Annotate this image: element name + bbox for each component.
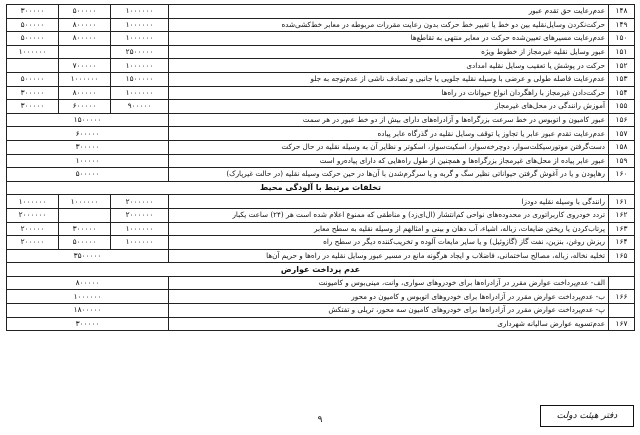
fine-amount-2 [59, 45, 111, 59]
fine-row [7, 100, 635, 114]
violation-description: الف- عدم‌پرداخت عوارض مقرر در آزادراه‌ها برای خودروهای سواری، وانت، مینی‌بوس و کامیونت [169, 276, 609, 290]
section-title: تخلفات مرتبط با آلودگی محیط [7, 181, 635, 195]
fine-row [7, 127, 635, 141]
fine-amount-3: ۳۰۰۰۰۰ [7, 100, 59, 114]
fine-amount: ۸۰۰۰۰۰ [7, 276, 169, 290]
fine-amount-3: ۵۰۰۰۰۰ [7, 72, 59, 86]
fine-amount-1: ۲۰۰۰۰۰۰ [111, 195, 169, 209]
row-number: ۱۶۳ [609, 222, 635, 236]
fine-amount: ۱۸۰۰۰۰۰ [7, 304, 169, 318]
row-number [609, 276, 635, 290]
fine-row [7, 236, 635, 250]
row-number: ۱۵۳ [609, 72, 635, 86]
fine-amount: ۳۰۰۰۰۰ [7, 317, 169, 331]
fine-row [7, 195, 635, 209]
fine-row [7, 32, 635, 46]
fine-amount-2: ۸۰۰۰۰۰ [59, 32, 111, 46]
fine-amount-2 [59, 208, 111, 222]
fine-amount-1: ۱۰۰۰۰۰۰ [111, 32, 169, 46]
fine-amount-1: ۲۵۰۰۰۰۰ [111, 45, 169, 59]
fine-row [7, 86, 635, 100]
violation-description: عبور وسایل نقلیه غیرمجاز از خطوط ویژه [169, 45, 609, 59]
fine-amount-3: ۲۰۰۰۰۰۰ [7, 208, 59, 222]
fine-amount-1: ۱۵۰۰۰۰۰ [111, 72, 169, 86]
fine-row [7, 5, 635, 19]
fine-row [7, 154, 635, 168]
row-number: ۱۵۲ [609, 59, 635, 73]
fine-amount-2: ۷۰۰۰۰۰ [59, 59, 111, 73]
fine-amount-3 [7, 59, 59, 73]
fine-amount: ۳۵۰۰۰۰۰ [7, 249, 169, 263]
fine-row [7, 208, 635, 222]
fine-amount-3: ۲۰۰۰۰۰ [7, 222, 59, 236]
section-header-row [7, 263, 635, 277]
violation-description: عبور کامیون و اتوبوس در خط سرعت بزرگراه‌ها و آزادراه‌های دارای بیش از دو خط عبور در هر سمت [169, 113, 609, 127]
fine-amount-3: ۳۰۰۰۰۰ [7, 5, 59, 19]
violation-description: حرکت‌نکردن وسایل‌نقلیه بین دو خط یا تغییر خط حرکت بدون رعایت مقررات مربوطه در معابر خط‌کشی‌شده [169, 18, 609, 32]
section-header-row [7, 181, 635, 195]
fine-amount: ۳۰۰۰۰۰ [7, 140, 169, 154]
violation-description: رهاپودن و یا در آغوش گرفتن حیواناتی نظیر سگ و گربه و یا سرگرم‌شدن با آن‌ها در حین حرکت وسیله نقلیه (در حالت غیرپارک) [169, 168, 609, 182]
row-number: ۱۶۰ [609, 168, 635, 182]
fine-row [7, 249, 635, 263]
fine-amount-2: ۸۰۰۰۰۰ [59, 86, 111, 100]
row-number [609, 304, 635, 318]
row-number: ۱۶۶ [609, 290, 635, 304]
row-number: ۱۵۵ [609, 100, 635, 114]
fine-amount-1: ۱۰۰۰۰۰۰ [111, 86, 169, 100]
violation-description: عدم‌رعایت فاصله طولی و عرضی با وسیله نقلیه جلویی یا جانبی و تصادف ناشی از عدم‌توجه به جلو [169, 72, 609, 86]
row-number: ۱۵۸ [609, 140, 635, 154]
fine-amount-1: ۱۰۰۰۰۰۰ [111, 222, 169, 236]
violation-description: ریزش روغن، بنزین، نفت گاز (گازوئیل) و یا سایر مایعات آلوده و تخریب‌کننده دیگر در سطح راه [169, 236, 609, 250]
row-number: ۱۵۰ [609, 32, 635, 46]
page-number: ۹ [317, 415, 323, 425]
row-number: ۱۶۷ [609, 317, 635, 331]
row-number: ۱۵۷ [609, 127, 635, 141]
fine-amount-3: ۵۰۰۰۰۰ [7, 18, 59, 32]
fine-row [7, 304, 635, 318]
fine-row [7, 168, 635, 182]
fine-amount-3: ۱۰۰۰۰۰۰ [7, 195, 59, 209]
violation-description: عبور عابر پیاده از محل‌های غیرمجاز بزرگراه‌ها و همچنین از طول راه‌هایی که دارای پیاده‌رو است [169, 154, 609, 168]
violation-description: ب- عدم‌پرداخت عوارض مقرر در آزادراه‌ها برای خودروهای اتوبوس و کامیون دو محور [169, 290, 609, 304]
violation-description: تردد خودروی کاربراتوری در محدوده‌های نواحی کم‌انتشار (ال‌ای‌زد) و مناطقی که ممنوع اعلام شده است هر (۲۴) ساعت یکبار [169, 208, 609, 222]
fine-amount-1: ۱۰۰۰۰۰۰ [111, 59, 169, 73]
fine-amount-2: ۳۰۰۰۰۰ [59, 222, 111, 236]
fine-row [7, 59, 635, 73]
fine-amount-2: ۱۰۰۰۰۰۰ [59, 72, 111, 86]
fine-amount: ۱۰۰۰۰۰ [7, 154, 169, 168]
fine-amount-1: ۱۰۰۰۰۰۰ [111, 18, 169, 32]
fine-row [7, 317, 635, 331]
fine-amount-2: ۵۰۰۰۰۰ [59, 236, 111, 250]
row-number: ۱۶۱ [609, 195, 635, 209]
row-number: ۱۶۲ [609, 208, 635, 222]
fine-row [7, 290, 635, 304]
violation-description: عدم‌رعایت مسیرهای تعیین‌شده حرکت در معابر منتهی به تقاطع‌ها [169, 32, 609, 46]
violation-description: رانندگی با وسیله نقلیه دودزا [169, 195, 609, 209]
violation-description: آموزش رانندگی در محل‌های غیرمجاز [169, 100, 609, 114]
violation-description: تخلیه نخاله، زباله، مصالح ساختمانی، فاضلاب و ایجاد هرگونه مانع در مسیر عبور وسایل نقلیه در راه‌ها و حریم آن‌ها [169, 249, 609, 263]
fine-row [7, 140, 635, 154]
fine-amount-2: ۸۰۰۰۰۰ [59, 18, 111, 32]
row-number: ۱۵۴ [609, 86, 635, 100]
fine-amount: ۵۰۰۰۰۰ [7, 168, 169, 182]
violation-description: پرتاب‌کردن یا ریختن ضایعات، زباله، اشیاء، آب دهان و بینی و امثالهم از وسیله نقلیه به سطح معابر [169, 222, 609, 236]
row-number: ۱۵۱ [609, 45, 635, 59]
fine-row [7, 113, 635, 127]
fine-amount-1: ۲۰۰۰۰۰۰ [111, 208, 169, 222]
section-title: عدم پرداخت عوارض [7, 263, 635, 277]
fine-amount-3: ۲۰۰۰۰۰ [7, 236, 59, 250]
violation-description: عدم‌تسویه عوارض سالیانه شهرداری [169, 317, 609, 331]
row-number: ۱۴۸ [609, 5, 635, 19]
row-number: ۱۴۹ [609, 18, 635, 32]
fine-amount-2: ۱۰۰۰۰۰۰ [59, 195, 111, 209]
fines-table [6, 4, 635, 331]
fine-amount: ۶۰۰۰۰۰ [7, 127, 169, 141]
violation-description: پ- عدم‌پرداخت عوارض مقرر در آزادراه‌ها برای خودروهای کامیون سه محور، تریلی و تفتکش [169, 304, 609, 318]
fine-row [7, 18, 635, 32]
fine-amount: ۱۵۰۰۰۰۰ [7, 113, 169, 127]
office-stamp: دفتر هیئت دولت [540, 405, 634, 427]
row-number: ۱۵۹ [609, 154, 635, 168]
fine-amount-3: ۵۰۰۰۰۰ [7, 32, 59, 46]
fine-amount-3: ۱۰۰۰۰۰۰ [7, 45, 59, 59]
fine-row [7, 72, 635, 86]
fine-amount-2: ۶۰۰۰۰۰ [59, 100, 111, 114]
fine-amount: ۱۰۰۰۰۰۰ [7, 290, 169, 304]
fine-amount-2: ۵۰۰۰۰۰ [59, 5, 111, 19]
fine-amount-1: ۹۰۰۰۰۰ [111, 100, 169, 114]
violation-description: دست‌گرفتن موتورسیکلت‌سوار، دوچرخه‌سوار، اسکیت‌سوار، اسکوتر و نظایر آن به وسیله نقلیه در حال حرکت [169, 140, 609, 154]
violation-description: عدم‌رعایت حق تقدم عبور [169, 5, 609, 19]
fine-amount-1: ۱۰۰۰۰۰۰ [111, 5, 169, 19]
row-number: ۱۶۴ [609, 236, 635, 250]
row-number: ۱۵۶ [609, 113, 635, 127]
fine-amount-1: ۱۰۰۰۰۰۰ [111, 236, 169, 250]
violation-description: حرکت‌دادن غیرمجاز با راهگردان انواع حیوانات در راه‌ها [169, 86, 609, 100]
fine-row [7, 222, 635, 236]
row-number: ۱۶۵ [609, 249, 635, 263]
fine-row [7, 45, 635, 59]
fine-row [7, 276, 635, 290]
violation-description: حرکت در پوشش یا تعقیب وسایل نقلیه امدادی [169, 59, 609, 73]
violation-description: عدم‌رعایت تقدم عبور عابر یا تجاوز یا توقف وسایل نقلیه در گذرگاه عابر پیاده [169, 127, 609, 141]
fine-amount-3: ۳۰۰۰۰۰ [7, 86, 59, 100]
